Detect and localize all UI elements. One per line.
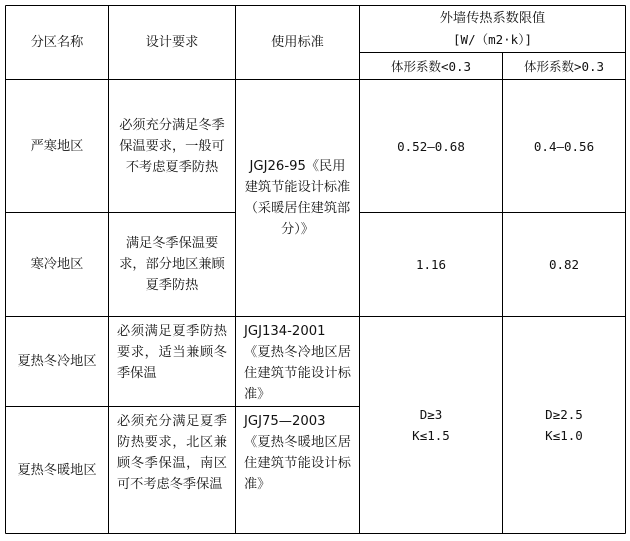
row-severe-cold-k-gt: 0.4—0.56	[533, 138, 595, 154]
row-severe-cold-k-lt: 0.52—0.68	[397, 138, 465, 154]
hot-zones-k-lt-merged: D≥3 K≤1.5	[412, 407, 450, 443]
header-shape-lt: 体形系数<0.3	[390, 58, 472, 74]
hot-zones-k-gt-merged: D≥2.5 K≤1.0	[545, 407, 583, 443]
header-limit	[360, 8, 625, 52]
row-cold-k-gt: 0.82	[548, 257, 580, 272]
row-hot-summer-warm-winter-standard: JGJ75—2003《夏热冬暖地区居住建筑节能设计标准》	[244, 414, 351, 492]
header-standard: 使用标准	[271, 35, 324, 50]
row-hot-summer-warm-winter-design: 必须充分满足夏季防热要求，北区兼顾冬季保温，南区可不考虑冬季保温	[117, 414, 227, 492]
row-severe-cold-zone: 严寒地区	[30, 138, 84, 154]
thermal-coefficient-table	[5, 5, 626, 534]
standard-cold-merged: JGJ26-95《民用建筑节能设计标准（采暖居住建筑部分）》	[244, 159, 351, 237]
header-shape-gt: 体形系数>0.3	[523, 58, 605, 74]
header-limit-title: 外墙传热系数限值	[439, 11, 546, 26]
row-cold-k-lt: 1.16	[415, 257, 447, 272]
header-limit-unit: [W/（m2·k）]	[453, 32, 532, 47]
row-hot-summer-cold-winter-standard: JGJ134-2001《夏热冬冷地区居住建筑节能设计标准》	[244, 324, 351, 402]
row-cold-design: 满足冬季保温要求，部分地区兼顾夏季防热	[119, 236, 225, 293]
header-design: 设计要求	[145, 35, 199, 50]
row-hot-summer-warm-winter-zone: 夏热冬暖地区	[17, 462, 97, 478]
row-severe-cold-design: 必须充分满足冬季保温要求，一般可不考虑夏季防热	[119, 117, 225, 175]
header-zone: 分区名称	[30, 35, 84, 50]
row-hot-summer-cold-winter-design: 必须满足夏季防热要求，适当兼顾冬季保温	[117, 324, 227, 381]
row-hot-summer-cold-winter-zone: 夏热冬冷地区	[17, 354, 97, 369]
row-cold-zone: 寒冷地区	[30, 257, 84, 272]
